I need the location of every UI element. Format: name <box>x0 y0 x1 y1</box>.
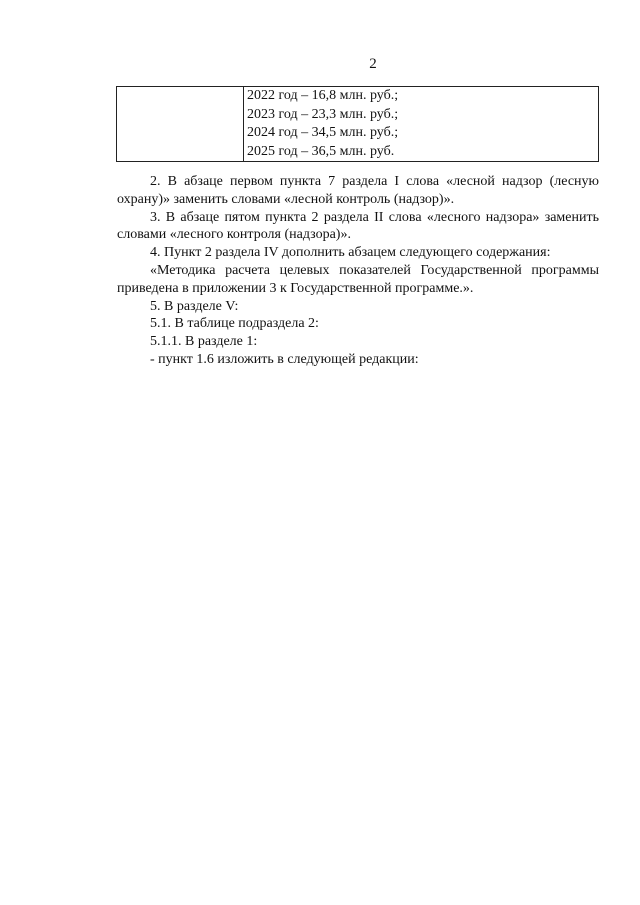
funding-line-2024: 2024 год – 34,5 млн. руб.; <box>247 125 399 140</box>
paragraph-item-5: 5. В разделе V: <box>150 298 239 314</box>
page-number: 2 <box>369 56 377 72</box>
table-row <box>117 87 599 162</box>
paragraph-item-5-1-1: 5.1.1. В разделе 1: <box>150 334 258 350</box>
paragraph-quote: «Методика расчета целевых показателей Государственной программы приведена в приложении 3 к Государственной программе.». <box>117 262 599 296</box>
paragraph-item-2: 2. В абзаце первом пункта 7 раздела I слова «лесной надзор (лесную охрану)» заменить словами «лесной контроль (надзор)». <box>117 174 599 207</box>
table-cell-empty <box>117 87 244 162</box>
funding-line-2025: 2025 год – 36,5 млн. руб. <box>247 143 395 159</box>
paragraph-item-3: 3. В абзаце пятом пункта 2 раздела II слова «лесного надзора» заменить словами «лесного контроля (надзора)». <box>117 209 599 243</box>
table-cell-funding <box>244 87 599 162</box>
paragraph-item-point-1-6: - пункт 1.6 изложить в следующей редакции: <box>150 351 419 367</box>
paragraph-item-5-1: 5.1. В таблице подраздела 2: <box>150 316 319 332</box>
funding-line-2023: 2023 год – 23,3 млн. руб.; <box>247 106 399 122</box>
funding-line-2022: 2022 год – 16,8 млн. руб.; <box>247 88 399 103</box>
document-body <box>117 173 599 369</box>
paragraph-item-4: 4. Пункт 2 раздела IV дополнить абзацем следующего содержания: <box>150 245 551 261</box>
funding-table <box>116 86 599 162</box>
